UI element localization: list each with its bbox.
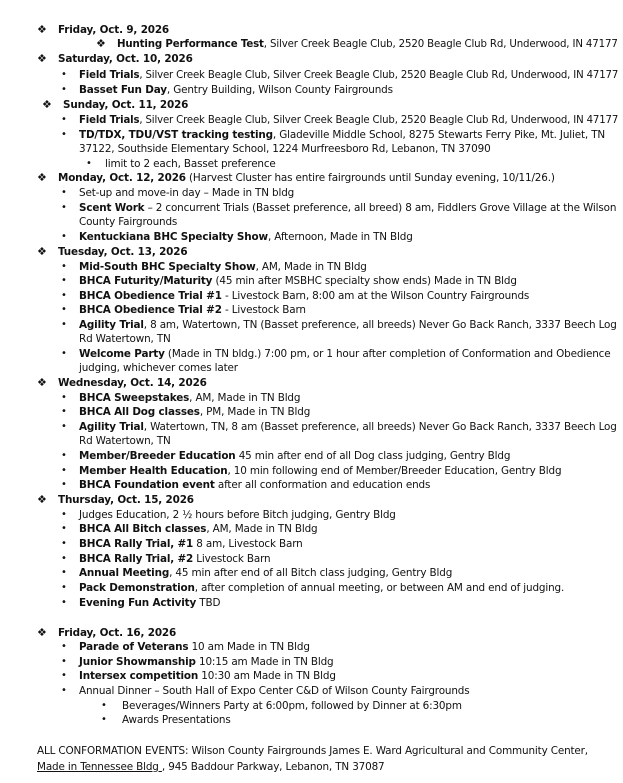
event-details: , PM, Made in TN Bldg: [199, 406, 311, 418]
day-heading: Saturday, Oct. 10, 2026: [58, 53, 193, 65]
event-title: BHCA Sweepstakes: [79, 392, 190, 404]
event-details: , Gladeville Middle School, 8275 Stewarts Ferry Pike, Mt. Juliet, TN: [272, 129, 606, 141]
bullet-icon: •: [61, 84, 67, 95]
event-title: Basset Fun Day: [79, 84, 167, 96]
event-title: Parade of Veterans: [79, 641, 189, 653]
day-heading: Friday, Oct. 16, 2026: [58, 627, 177, 639]
day-note: (Harvest Cluster has entire fairgrounds until Sunday evening, 10/11/26.): [185, 172, 555, 184]
event-title: BHCA Rally Trial, #1: [79, 538, 194, 550]
bullet-icon: •: [61, 319, 67, 330]
venue-link[interactable]: Made in Tennessee Bldg: [37, 761, 162, 773]
schedule-item: Annual Dinner – South Hall of Expo Center C&D of Wilson County Fairgrounds: [79, 685, 470, 697]
bullet-icon: •: [61, 275, 67, 286]
event-details: , AM, Made in TN Bldg: [206, 523, 318, 535]
bullet-icon: •: [61, 479, 67, 490]
diamond-bullet-icon: ❖: [37, 376, 47, 389]
event-details: 45 min after end of all Dog class judging, Gentry Bldg: [235, 450, 511, 462]
event-details: , AM, Made in TN Bldg: [255, 261, 367, 273]
bullet-icon: •: [61, 450, 67, 461]
schedule-item: [79, 655, 333, 669]
schedule-item: [79, 449, 510, 463]
bullet-icon: •: [61, 656, 67, 667]
event-details: , Silver Creek Beagle Club, Silver Creek Beagle Club, 2520 Beagle Club Rd, Underwood, IN 47177: [139, 114, 619, 126]
schedule-item: [79, 303, 306, 317]
event-details: – 2 concurrent Trials (Basset preference, all breed) 8 am, Fiddlers Grove Village at the Wilson: [144, 202, 617, 214]
day-heading: Sunday, Oct. 11, 2026: [63, 99, 189, 111]
bullet-icon: •: [61, 641, 67, 652]
schedule-item: [79, 478, 430, 492]
event-details: , 45 min after end of all Bitch class judging, Gentry Bldg: [169, 567, 453, 579]
event-details: (45 min after MSBHC specialty show ends) Made in TN Bldg: [212, 275, 517, 287]
schedule-item: [79, 260, 367, 274]
schedule-item: [79, 274, 517, 288]
bullet-icon: •: [61, 421, 67, 432]
conformation-venue-line: ALL CONFORMATION EVENTS: Wilson County Fairgrounds James E. Ward Agricultural and Community Center,: [37, 745, 588, 757]
schedule-subitem: Beverages/Winners Party at 6:00pm, followed by Dinner at 6:30pm: [122, 700, 462, 712]
schedule-item: [79, 640, 310, 654]
bullet-icon: •: [61, 509, 67, 520]
schedule-item: [79, 201, 616, 215]
event-title: BHCA Foundation event: [79, 479, 215, 491]
diamond-bullet-icon: ❖: [96, 37, 106, 50]
event-title: BHCA Rally Trial, #2: [79, 553, 194, 565]
schedule-item: [79, 289, 529, 303]
bullet-icon: •: [61, 582, 67, 593]
event-title: Hunting Performance Test: [117, 38, 264, 50]
day-heading: Friday, Oct. 9, 2026: [58, 24, 170, 36]
event-details: , 10 min following end of Member/Breeder Education, Gentry Bldg: [227, 465, 562, 477]
event-title: BHCA Futurity/Maturity: [79, 275, 213, 287]
schedule-subitem: Awards Presentations: [122, 714, 231, 726]
event-title: Evening Fun Activity: [79, 597, 197, 609]
event-title: Mid-South BHC Specialty Show: [79, 261, 256, 273]
bullet-icon: •: [61, 685, 67, 696]
schedule-item: Set-up and move-in day – Made in TN bldg: [79, 187, 295, 199]
day-heading-row: [58, 171, 555, 185]
event-title: BHCA All Bitch classes: [79, 523, 207, 535]
bullet-icon: •: [61, 597, 67, 608]
bullet-icon: •: [61, 392, 67, 403]
schedule-item: [79, 391, 300, 405]
schedule-item: [79, 347, 611, 361]
event-title: Field Trials: [79, 69, 140, 81]
event-details: , Silver Creek Beagle Club, 2520 Beagle Club Rd, Underwood, IN 47177: [263, 38, 618, 50]
event-details: (Made in TN bldg.) 7:00 pm, or 1 hour after completion of Conformation and Obedience: [164, 348, 611, 360]
event-details-continued: Rd Watertown, TN: [79, 435, 171, 447]
schedule-subitem: limit to 2 each, Basset preference: [105, 158, 276, 170]
bullet-icon: •: [61, 523, 67, 534]
bullet-icon: •: [61, 261, 67, 272]
event-title: BHCA Obedience Trial #1: [79, 290, 222, 302]
event-title: Agility Trial: [79, 421, 144, 433]
day-heading: Monday, Oct. 12, 2026: [58, 172, 186, 184]
schedule-item: [79, 669, 336, 683]
event-details: 8 am, Livestock Barn: [193, 538, 303, 550]
schedule-item: Judges Education, 2 ½ hours before Bitch judging, Gentry Bldg: [79, 509, 396, 521]
event-title: Intersex competition: [79, 670, 199, 682]
bullet-icon: •: [101, 714, 107, 725]
bullet-icon: •: [61, 670, 67, 681]
event-details: 10:15 am Made in TN Bldg: [195, 656, 334, 668]
event-title: Scent Work: [79, 202, 145, 214]
event-details: - Livestock Barn, 8:00 am at the Wilson Country Fairgrounds: [221, 290, 530, 302]
event-title: Annual Meeting: [79, 567, 170, 579]
event-title: BHCA Obedience Trial #2: [79, 304, 222, 316]
diamond-bullet-icon: ❖: [37, 245, 47, 258]
bullet-icon: •: [101, 700, 107, 711]
day-heading: Thursday, Oct. 15, 2026: [58, 494, 194, 506]
schedule-item: [79, 596, 220, 610]
event-details: - Livestock Barn: [221, 304, 306, 316]
event-details: , Gentry Building, Wilson County Fairgrounds: [166, 84, 393, 96]
event-title: Field Trials: [79, 114, 140, 126]
bullet-icon: •: [61, 114, 67, 125]
schedule-item: [79, 537, 303, 551]
event-title: Welcome Party: [79, 348, 165, 360]
bullet-icon: •: [61, 290, 67, 301]
bullet-icon: •: [61, 202, 67, 213]
schedule-item: [79, 128, 605, 142]
diamond-bullet-icon: ❖: [37, 626, 47, 639]
event-details: , AM, Made in TN Bldg: [189, 392, 301, 404]
event-details: , Afternoon, Made in TN Bldg: [267, 231, 413, 243]
schedule-item: [79, 566, 452, 580]
bullet-icon: •: [61, 348, 67, 359]
bullet-icon: •: [61, 304, 67, 315]
bullet-icon: •: [61, 129, 67, 140]
bullet-icon: •: [61, 406, 67, 417]
event-details-continued: Rd Watertown, TN: [79, 333, 171, 345]
event-details: Livestock Barn: [193, 553, 271, 565]
bullet-icon: •: [86, 158, 92, 169]
event-title: Member/Breeder Education: [79, 450, 236, 462]
event-details: after all conformation and education ends: [214, 479, 431, 491]
schedule-item: [79, 552, 270, 566]
schedule-item: [79, 522, 318, 536]
diamond-bullet-icon: ❖: [37, 493, 47, 506]
schedule-item: [79, 230, 413, 244]
bullet-icon: •: [61, 553, 67, 564]
schedule-item: [79, 581, 564, 595]
bullet-icon: •: [61, 231, 67, 242]
event-details-continued: judging, whichever comes later: [79, 362, 238, 374]
bullet-icon: •: [61, 187, 67, 198]
event-details: 10:30 am Made in TN Bldg: [198, 670, 336, 682]
schedule-item: [79, 420, 617, 434]
event-details: 10 am Made in TN Bldg: [188, 641, 310, 653]
event-details: , after completion of annual meeting, or between AM and end of judging.: [194, 582, 565, 594]
bullet-icon: •: [61, 465, 67, 476]
event-title: BHCA All Dog classes: [79, 406, 200, 418]
event-title: Agility Trial: [79, 319, 144, 331]
diamond-bullet-icon: ❖: [42, 98, 52, 111]
venue-address: , 945 Baddour Parkway, Lebanon, TN 37087: [161, 761, 385, 773]
bullet-icon: •: [61, 69, 67, 80]
schedule-item: [79, 405, 310, 419]
diamond-bullet-icon: ❖: [37, 23, 47, 36]
schedule-item: [79, 83, 393, 97]
event-title: Junior Showmanship: [79, 656, 196, 668]
event-title: Kentuckiana BHC Specialty Show: [79, 231, 268, 243]
bullet-icon: •: [61, 538, 67, 549]
diamond-bullet-icon: ❖: [37, 171, 47, 184]
schedule-item: [117, 37, 618, 51]
bullet-icon: •: [61, 567, 67, 578]
event-title: Pack Demonstration: [79, 582, 195, 594]
diamond-bullet-icon: ❖: [37, 52, 47, 65]
event-details: TBD: [196, 597, 221, 609]
schedule-item: [79, 68, 618, 82]
day-heading: Wednesday, Oct. 14, 2026: [58, 377, 207, 389]
event-details-continued: County Fairgrounds: [79, 216, 178, 228]
event-details: , Silver Creek Beagle Club, Silver Creek Beagle Club, 2520 Beagle Club Rd, Underwood, IN 47177: [139, 69, 619, 81]
conformation-venue-address: [37, 760, 385, 774]
event-details: , 8 am, Watertown, TN (Basset preference, all breeds) Never Go Back Ranch, 3337 Beech Log: [143, 319, 617, 331]
day-heading: Tuesday, Oct. 13, 2026: [58, 246, 188, 258]
schedule-item: [79, 113, 618, 127]
event-title: Member Health Education: [79, 465, 228, 477]
event-details: , Watertown, TN, 8 am (Basset preference, all breeds) Never Go Back Ranch, 3337 Beech Log: [143, 421, 617, 433]
schedule-item: [79, 318, 617, 332]
schedule-item: [79, 464, 561, 478]
event-title: TD/TDX, TDU/VST tracking testing: [79, 129, 273, 141]
event-details-continued: 37122, Southside Elementary School, 1224 Murfreesboro Rd, Lebanon, TN 37090: [79, 143, 491, 155]
